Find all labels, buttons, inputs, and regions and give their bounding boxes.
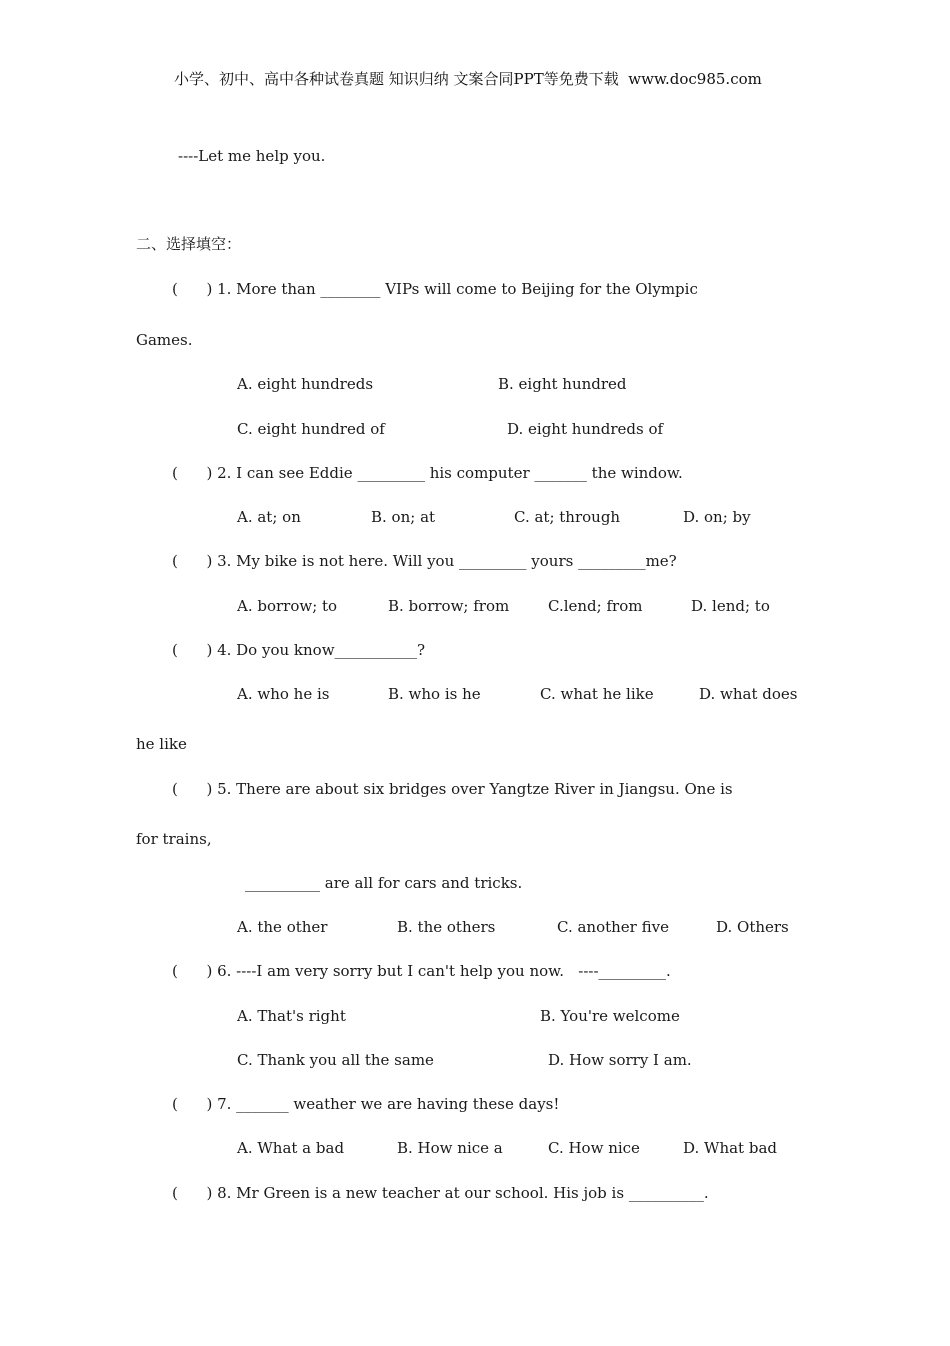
q7-option-b: B. How nice a — [397, 1139, 503, 1157]
q6-option-d: D. How sorry I am. — [548, 1051, 692, 1069]
q5-option-b: B. the others — [397, 918, 496, 936]
q2-option-c: C. at; through — [514, 508, 621, 526]
question-5: ( ) 5. There are about six bridges over Yangtze River in Jiangsu. One is — [172, 780, 733, 798]
q4-option-d-continuation: he like — [136, 735, 187, 753]
q1-option-d: D. eight hundreds of — [507, 420, 664, 438]
q6-option-a: A. That's right — [237, 1007, 346, 1025]
question-6: ( ) 6. ----I am very sorry but I can't help you now. ----_________. — [172, 962, 671, 980]
question-8: ( ) 8. Mr Green is a new teacher at our school. His job is __________. — [172, 1184, 709, 1202]
q3-option-a: A. borrow; to — [237, 597, 338, 615]
q7-option-d: D. What bad — [683, 1139, 777, 1157]
q5-option-c: C. another five — [557, 918, 669, 936]
question-3: ( ) 3. My bike is not here. Will you _________ yours _________me? — [172, 552, 677, 570]
q4-option-c: C. what he like — [540, 685, 654, 703]
question-4: ( ) 4. Do you know___________? — [172, 641, 426, 659]
q2-option-a: A. at; on — [237, 508, 301, 526]
q1-option-c: C. eight hundred of — [237, 420, 385, 438]
q6-option-b: B. You're welcome — [540, 1007, 680, 1025]
q4-option-b: B. who is he — [388, 685, 481, 703]
section-title: 二、选择填空： — [136, 235, 242, 253]
q1-option-a: A. eight hundreds — [237, 375, 374, 393]
q3-option-d: D. lend; to — [691, 597, 770, 615]
question-1-continuation: Games. — [136, 331, 193, 349]
question-5-continuation: for trains, — [136, 830, 212, 848]
q1-option-b: B. eight hundred — [498, 375, 627, 393]
q4-option-a: A. who he is — [237, 685, 330, 703]
continuation-line: ----Let me help you. — [178, 147, 326, 165]
q5-option-d: D. Others — [716, 918, 789, 936]
page-header: 小学、初中、高中各种试卷真题 知识归纳 文案合同PPT等免费下载 www.doc985.com — [174, 70, 762, 88]
question-5-line3: __________ are all for cars and tricks. — [245, 874, 523, 892]
q3-option-c: C.lend; from — [548, 597, 643, 615]
q3-option-b: B. borrow; from — [388, 597, 510, 615]
q6-option-c: C. Thank you all the same — [237, 1051, 434, 1069]
q2-option-b: B. on; at — [371, 508, 436, 526]
question-1: ( ) 1. More than ________ VIPs will come to Beijing for the Olympic — [172, 280, 698, 298]
q7-option-c: C. How nice — [548, 1139, 640, 1157]
q7-option-a: A. What a bad — [237, 1139, 345, 1157]
q5-option-a: A. the other — [237, 918, 328, 936]
q4-option-d: D. what does — [699, 685, 798, 703]
question-2: ( ) 2. I can see Eddie _________ his computer _______ the window. — [172, 464, 683, 482]
question-7: ( ) 7. _______ weather we are having these days! — [172, 1095, 560, 1113]
q2-option-d: D. on; by — [683, 508, 751, 526]
